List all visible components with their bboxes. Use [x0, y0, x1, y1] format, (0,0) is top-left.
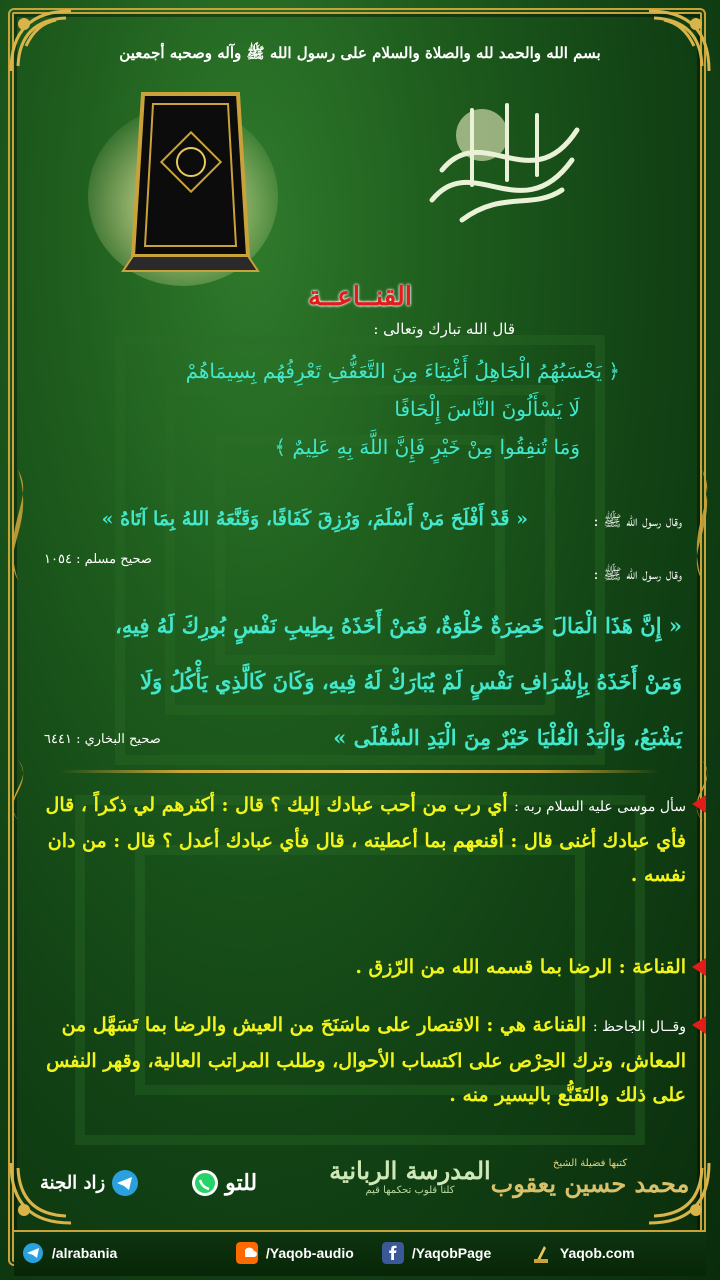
quran-verse	[150, 352, 620, 466]
paragraph-text: القناعة هي : الاقتصار على ماسَنَحَ من العيش والرضا بما تَسَهَّل من المعاش، وترك الحِرْص على اكتساب الأحوال، وطلب المراتب العالية، وقهر النفس على ذلك والتَقَنُّع باليسير منه .	[46, 1014, 686, 1106]
quran-book-image	[88, 86, 278, 286]
gold-divider	[60, 770, 660, 773]
soundcloud-icon	[236, 1242, 258, 1264]
hadith-label: وقال رسول الله ﷺ :	[593, 565, 682, 583]
school-name: المدرسة الربانية	[329, 1156, 491, 1185]
school-logo	[320, 1156, 500, 1196]
red-arrow-icon	[692, 795, 706, 813]
facebook-icon	[382, 1242, 404, 1264]
verse-line: وَمَا تُنفِقُوا مِنْ خَيْرٍ فَإِنَّ اللَّهَ بِهِ عَلِيمٌ ﴾	[274, 435, 580, 459]
hadith-source: صحيح مسلم : ١٠٥٤	[44, 552, 152, 567]
verse-line: ﴿ يَحْسَبُهُمُ الْجَاهِلُ أَغْنِيَاءَ مِنَ التَّعَفُّفِ تَعْرِفُهُم بِسِيمَاهُمْ	[185, 359, 620, 383]
telegram-link[interactable]	[22, 1242, 117, 1264]
paragraph-definition	[38, 950, 686, 984]
facebook-link[interactable]	[382, 1242, 491, 1264]
telegram-icon	[22, 1242, 44, 1264]
paragraph-lead: وقــال الجاحظ :	[592, 1019, 686, 1035]
soundcloud-handle: /Yaqob-audio	[265, 1245, 354, 1261]
quill-icon	[530, 1242, 552, 1264]
footer-links-bar	[14, 1230, 706, 1276]
sheikh-signature	[490, 1158, 690, 1198]
paragraph-moses	[38, 788, 686, 892]
whatsapp-icon	[190, 1168, 220, 1198]
sheikh-caption: كتبها فضيلة الشيخ	[552, 1158, 628, 1169]
corner-ornament	[6, 6, 76, 76]
hadith-line: وَمَنْ أَخَذَهُ بِإِشْرَافِ نَفْسٍ لَمْ يُبَارَكْ لَهُ فِيهِ، وَكَانَ كَالَّذِي يَأْكُلُ وَلَا	[140, 669, 682, 694]
soundcloud-link[interactable]	[236, 1242, 354, 1264]
lillah-brand[interactable]	[190, 1168, 257, 1198]
telegram-handle: /alrabania	[51, 1245, 118, 1261]
hadith-source: صحيح البخاري : ٦٤٤١	[44, 732, 161, 747]
paragraph-text: أي رب من أحب عبادك إليك ؟ قال : أكثرهم لي ذكراً ، قال فأي عبادك أغنى قال : أقنعهم بما أعطيته ، قال فأي عبادك أعدل ؟ قال : من دان نفسه .	[45, 794, 686, 886]
hadith-label: وقال رسول الله ﷺ :	[593, 512, 682, 530]
hadith-line: يَشْبَعُ، وَالْيَدُ الْعُلْيَا خَيْرٌ مِنَ الْيَدِ السُّفْلَى »	[333, 725, 682, 750]
quran-intro: قال الله تبارك وتعالى :	[373, 320, 515, 338]
page-title: القنــاعــة	[308, 282, 412, 312]
side-ornament-left	[0, 470, 36, 580]
paragraph-text: القناعة : الرضا بما قسمه الله من الرّزق .	[355, 956, 686, 978]
website-url: Yaqob.com	[559, 1245, 635, 1261]
hadith-line: « إِنَّ هَذَا الْمَالَ خَضِرَةٌ حُلْوَةٌ، فَمَنْ أَخَذَهُ بِطِيبِ نَفْسٍ بُورِكَ لَهُ فِيهِ،	[115, 613, 682, 638]
website-link[interactable]	[530, 1242, 635, 1264]
red-arrow-icon	[692, 1016, 706, 1034]
zad-label: زاد الجنة	[40, 1172, 106, 1194]
paragraph-jahiz	[38, 1008, 686, 1112]
side-ornament-left	[0, 760, 36, 820]
paragraph-lead: سأل موسى عليه السلام ربه :	[514, 799, 686, 815]
zad-brand[interactable]	[40, 1168, 140, 1198]
hadith-text: « قَدْ أَفْلَحَ مَنْ أَسْلَمَ، وَرُزِقَ كَفَافًا، وَقَنَّعَهُ اللهُ بِمَا آتَاهُ »	[101, 508, 528, 530]
corner-ornament	[644, 6, 714, 76]
basmala-header: بسم الله والحمد لله والصلاة والسلام على رسول الله ﷺ وآله وصحبه أجمعين	[119, 44, 601, 62]
telegram-icon	[110, 1168, 140, 1198]
lillah-label: للتو	[225, 1170, 258, 1196]
sheikh-name: محمد حسين يعقوب	[490, 1169, 690, 1198]
facebook-handle: /YaqobPage	[411, 1245, 492, 1261]
side-ornament-right	[684, 470, 720, 580]
school-tagline: كلنا قلوب تحكمها قيم	[365, 1185, 455, 1196]
verse-line: لَا يَسْأَلُونَ النَّاسَ إِلْحَافًا	[394, 397, 580, 421]
footer-branding	[20, 1150, 700, 1230]
calligraphy-logo	[412, 90, 592, 240]
red-arrow-icon	[692, 958, 706, 976]
